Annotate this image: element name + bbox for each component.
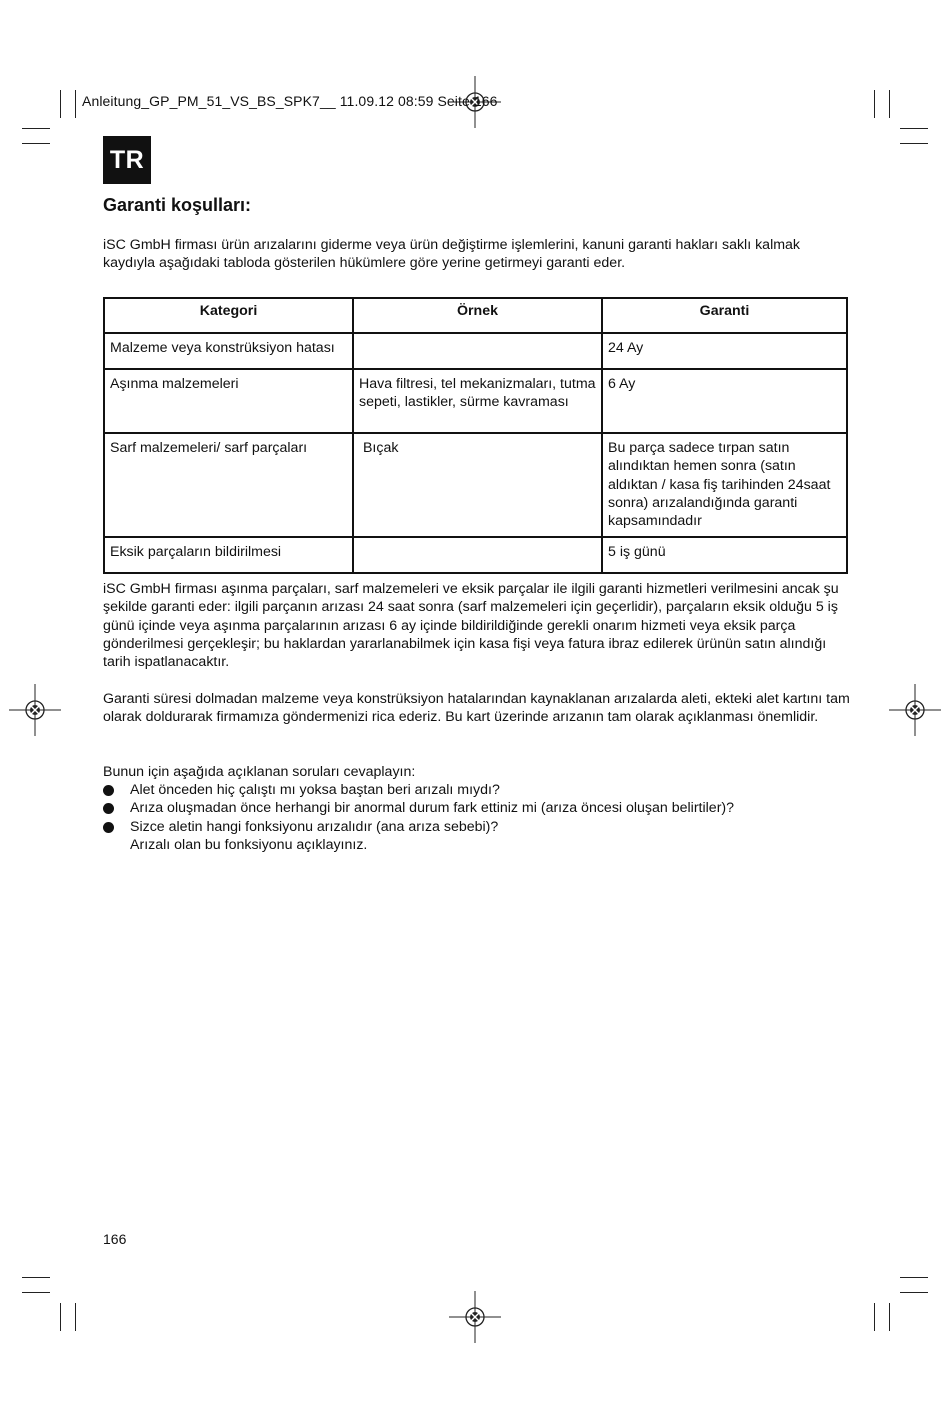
table-cell: 5 iş günü [602, 537, 847, 573]
page-title: Garanti koşulları: [103, 195, 252, 215]
list-item [103, 818, 853, 855]
table-cell: Hava filtresi, tel mekanizmaları, tutma sepeti, lastikler, sürme kavraması [353, 369, 602, 433]
question-text: Arıza oluşmadan önce herhangi bir anormal durum fark ettiniz mi (arıza öncesi oluşan belirtiler)? [130, 800, 735, 817]
column-header: Garanti [602, 298, 847, 333]
table-cell: Aşınma malzemeleri [104, 369, 353, 433]
crop-mark [75, 90, 76, 118]
crop-mark [889, 90, 890, 118]
questions-list [103, 781, 853, 854]
crop-mark [900, 1277, 928, 1278]
question-continuation: Arızalı olan bu fonksiyonu açıklayınız. [130, 836, 368, 853]
table-cell: 6 Ay [602, 369, 847, 433]
table-cell: Bu parça sadece tırpan satın alındıktan hemen sonra (satın aldıktan / kasa fiş tarihinden 24saat sonra) arızalandığında garanti kapsamındadır [602, 433, 847, 537]
print-file-header: Anleitung_GP_PM_51_VS_BS_SPK7__ 11.09.12 08:59 Seite 166 [82, 93, 498, 109]
table-cell: Malzeme veya konstrüksiyon hatası [104, 333, 353, 369]
question-text: Sizce aletin hangi fonksiyonu arızalıdır (ana arıza sebebi)? [130, 818, 499, 835]
bullet-icon [103, 785, 114, 796]
table-row [104, 333, 847, 369]
page-number: 166 [103, 1231, 127, 1247]
table-cell: Eksik parçaların bildirilmesi [104, 537, 353, 573]
crop-mark [60, 90, 61, 118]
registration-mark-icon [889, 684, 941, 736]
bullet-icon [103, 822, 114, 833]
intro-paragraph: iSC GmbH firması ürün arızalarını giderme veya ürün değiştirme işlemlerini, kanuni garanti hakları saklı kalmak kaydıyla aşağıdaki tabloda gösterilen hükümlere göre yerine getirmeyi garanti eder. [103, 237, 801, 272]
crop-mark [22, 1277, 50, 1278]
table-row [104, 537, 847, 573]
table-cell [353, 333, 602, 369]
table-cell: Bıçak [353, 433, 602, 537]
crop-mark [22, 128, 50, 129]
crop-mark [874, 1303, 875, 1331]
table-cell: Sarf malzemeleri/ sarf parçaları [104, 433, 353, 537]
column-header: Örnek [353, 298, 602, 333]
table-cell [353, 537, 602, 573]
crop-mark [22, 1292, 50, 1293]
warranty-table [103, 297, 848, 574]
crop-mark [60, 1303, 61, 1331]
registration-mark-icon [449, 1291, 501, 1343]
crop-mark [889, 1303, 890, 1331]
crop-mark [900, 1292, 928, 1293]
table-row [104, 369, 847, 433]
registration-mark-icon [9, 684, 61, 736]
table-cell: 24 Ay [602, 333, 847, 369]
table-header-row [104, 298, 847, 333]
column-header: Kategori [104, 298, 353, 333]
bullet-icon [103, 803, 114, 814]
warranty-claim-paragraph: Garanti süresi dolmadan malzeme veya konstrüksiyon hatalarından kaynaklanan arızalarda aleti, ekteki alet kartını tam olarak doldurarak firmamıza göndermenizi rica ederiz. Bu kart üzerinde arızanın tam olarak açıklanması önemlidir. [103, 691, 850, 726]
warranty-conditions-paragraph: iSC GmbH firması aşınma parçaları, sarf malzemeleri ve eksik parçalar ile ilgili garanti hizmetleri verilmesini ancak şu şekilde garanti eder: ilgili parçanın arızası 24 saat sonra (sarf malzemeleri için geçerlidir), parçaların eksik olduğu 5 iş günü içinde veya aşınma parçalarının arızası 6 ay içinde bildirildiğinde gerekli onarım hizmeti veya eksik parça gönderilmesi gerçekleşir; bu haklardan yararlanabilmek için kasa fişi veya fatura ibraz edilerek ürünün satın alındığı tarih ispatlanacaktır. [103, 581, 839, 671]
crop-mark [874, 90, 875, 118]
question-text: Alet önceden hiç çalıştı mı yoksa baştan beri arızalı mıydı? [130, 782, 500, 798]
language-badge: TR [103, 136, 151, 184]
list-item [103, 799, 853, 817]
crop-mark [75, 1303, 76, 1331]
table-row [104, 433, 847, 537]
list-item [103, 781, 853, 799]
crop-mark [900, 143, 928, 144]
questions-intro: Bunun için aşağıda açıklanan soruları cevaplayın: [103, 764, 416, 780]
crop-mark [22, 143, 50, 144]
crop-mark [900, 128, 928, 129]
